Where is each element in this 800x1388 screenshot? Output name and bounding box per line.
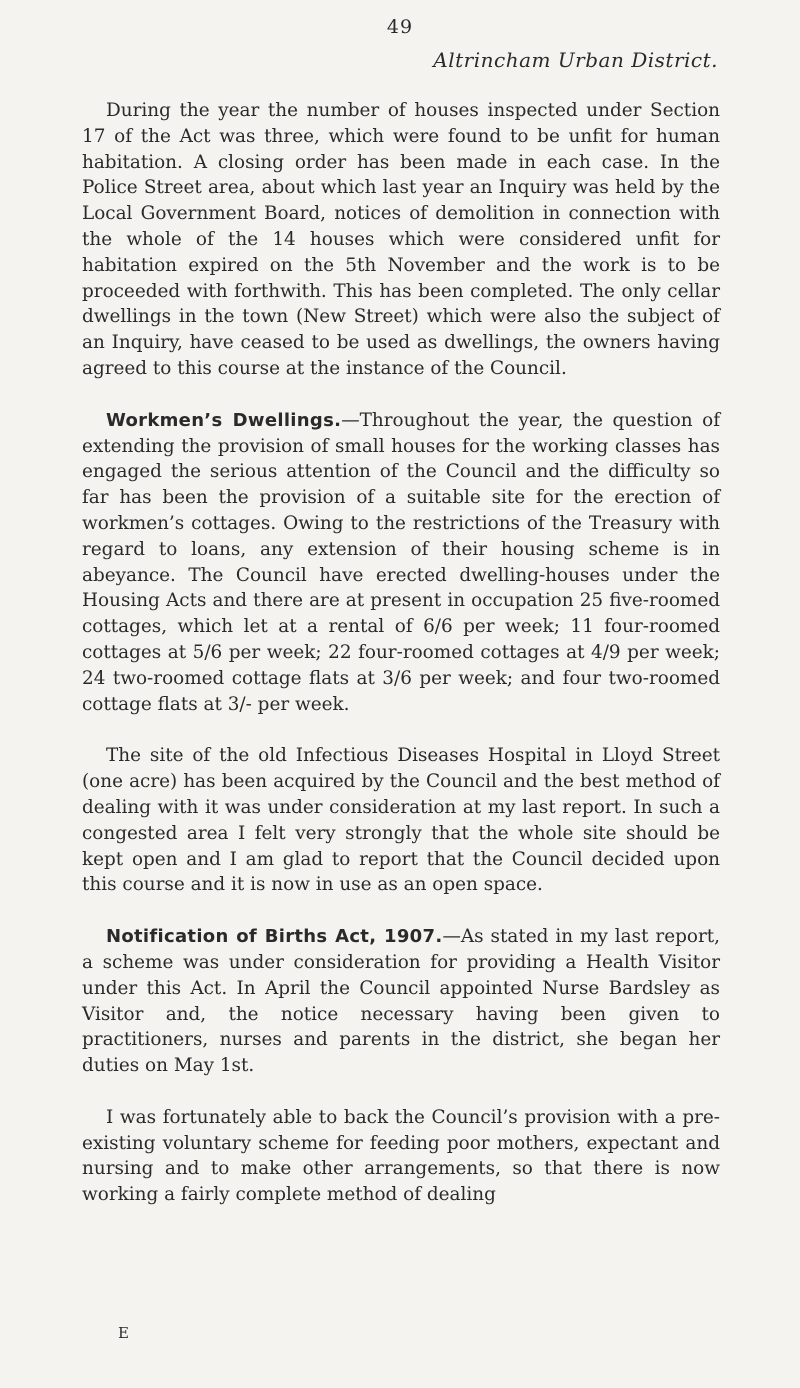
paragraph-workmens-dwellings — [82, 408, 720, 718]
paragraph-text: —Throughout the year, the question of extending the provision of small houses for the working classes has engaged the serious attention of the Council and the difficulty so far has been the provision of a suitable site for the erection of workmen’s cottages. Owing to the restrictions of the Treasury with regard to loans, any extension of their housing scheme is in abeyance. The Council have erected dwelling-houses under the Housing Acts and there are at present in occupation 25 five-roomed cottages, which let at a rental of 6/6 per week; 11 four-roomed cottages at 5/6 per week; 22 four-roomed cottages at 4/9 per week; 24 two-roomed cottage flats at 3/6 per week; and four two-roomed cottage flats at 3/- per week. — [82, 409, 720, 715]
signature-mark: E — [118, 1324, 129, 1342]
paragraph-heading: Workmen’s Dwellings. — [106, 409, 342, 431]
document-body — [82, 98, 720, 1234]
paragraph-text: During the year the number of houses inspected under Section 17 of the Act was three, which were found to be unfit for human habitation. A closing order has been made in each case. In the Police Street area, about which last year an Inquiry was held by the Local Government Board, notices of demolition in connection with the whole of the 14 houses which were considered unfit for habitation expired on the 5th November and the work is to be proceeded with forthwith. This has been completed. The only cellar dwellings in the town (New Street) which were also the subject of an Inquiry, have ceased to be used as dwellings, the owners having agreed to this course at the instance of the Council. — [82, 100, 720, 379]
paragraph-housing-inspections — [82, 98, 720, 382]
paragraph-text: The site of the old Infectious Diseases Hospital in Lloyd Street (one acre) has been acquired by the Council and the best method of dealing with it was under consideration at my last report. In such a congested area I felt very strongly that the whole site should be kept open and I am glad to report that the Council decided upon this course and it is now in use as an open space. — [82, 745, 720, 896]
paragraph-voluntary-scheme — [82, 1105, 720, 1208]
paragraph-text: —As stated in my last report, a scheme was under consideration for providing a Health Visitor under this Act. In April the Council appointed Nurse Bardsley as Visitor and, the notice necessary having been given to practitioners, nurses and parents in the district, she began her duties on May 1st. — [82, 926, 720, 1077]
running-head: Altrincham Urban District. — [433, 48, 718, 72]
paragraph-heading: Notification of Births Act, 1907. — [106, 926, 443, 948]
paragraph-hospital-site — [82, 743, 720, 898]
page-number: 49 — [386, 16, 414, 38]
paragraph-notification-of-births — [82, 924, 720, 1079]
paragraph-text: I was fortunately able to back the Council’s provision with a pre-existing voluntary scheme for feeding poor mothers, expectant and nursing and to make other arrangements, so that there is now working a fairly complete method of dealing — [82, 1106, 720, 1206]
